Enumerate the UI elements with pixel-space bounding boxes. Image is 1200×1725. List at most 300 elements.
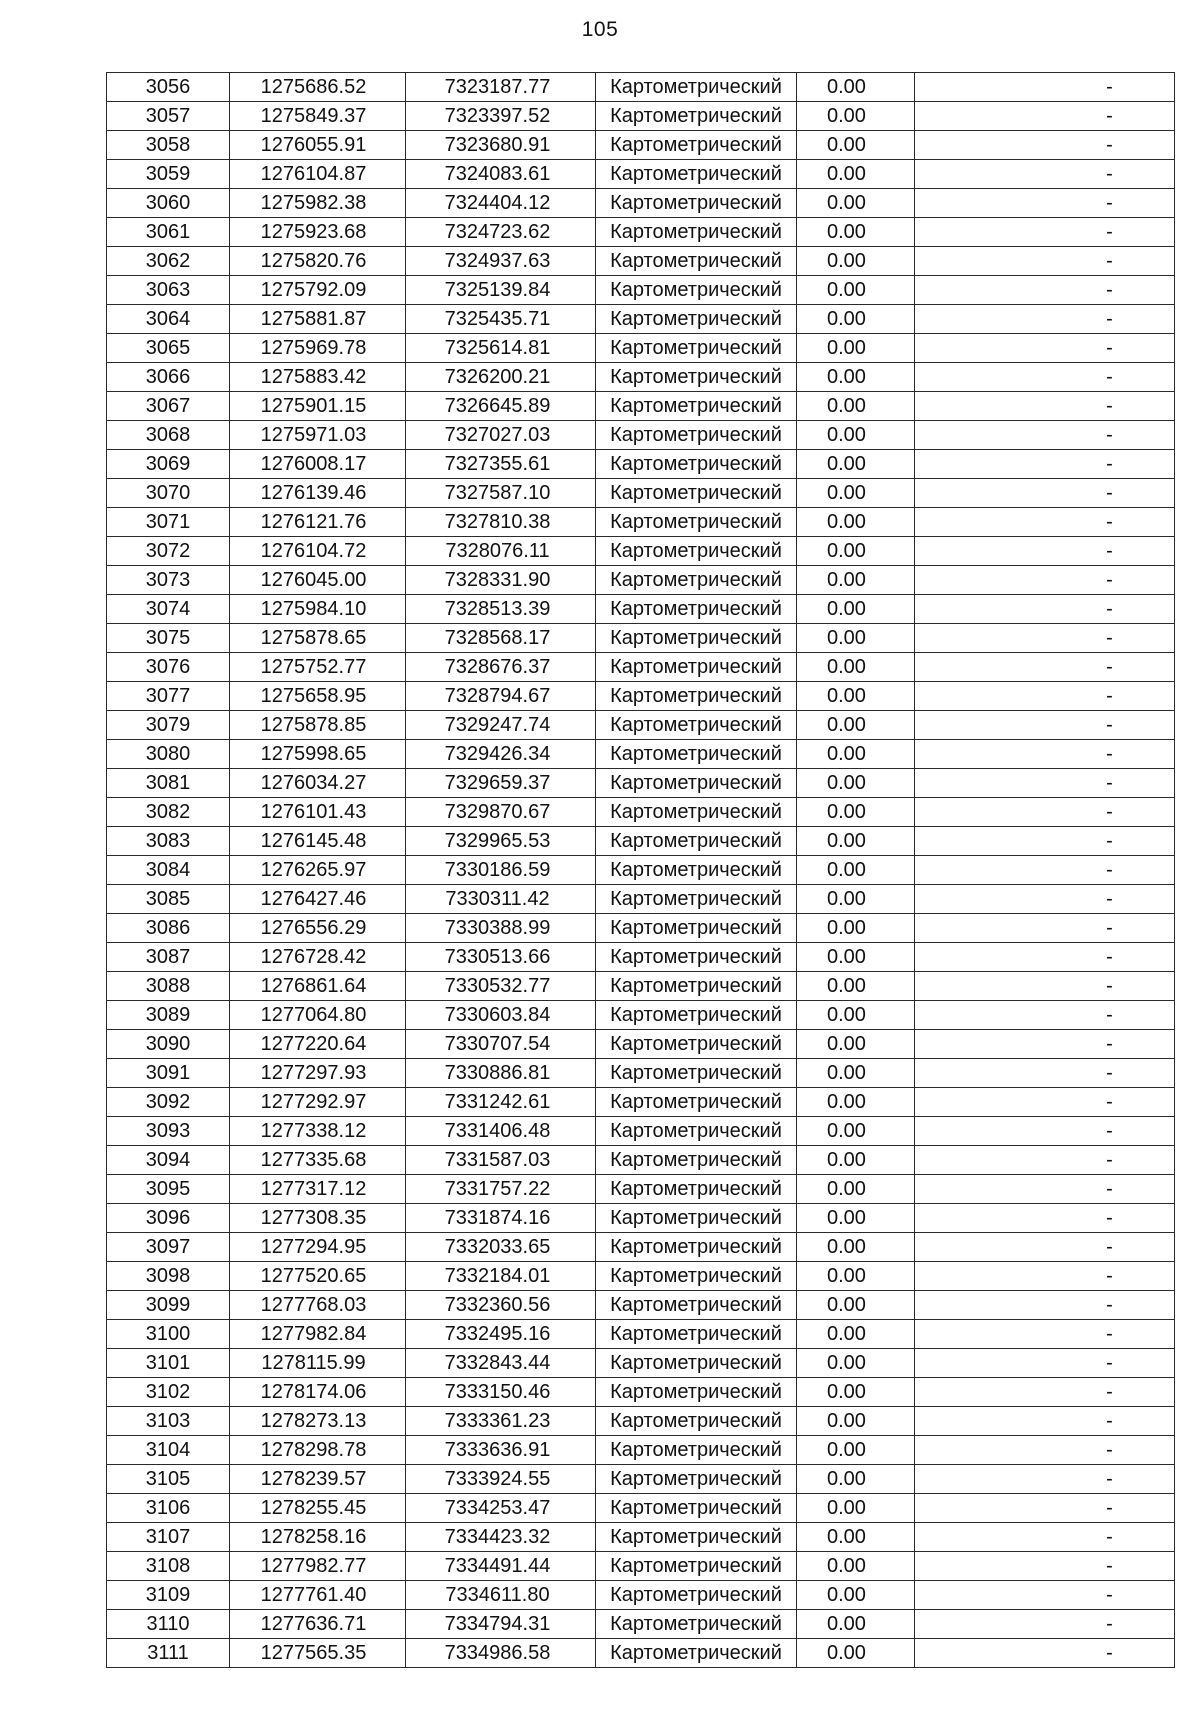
error-cell: 0.00 [797, 624, 915, 653]
y-coordinate-cell: 7332033.65 [406, 1233, 596, 1262]
error-cell: 0.00 [797, 305, 915, 334]
y-coordinate-cell: 7330311.42 [406, 885, 596, 914]
y-coordinate-cell: 7330886.81 [406, 1059, 596, 1088]
y-coordinate-cell: 7332360.56 [406, 1291, 596, 1320]
y-coordinate-cell: 7328676.37 [406, 653, 596, 682]
description-cell: - [915, 682, 1175, 711]
x-coordinate-cell: 1277297.93 [230, 1059, 406, 1088]
method-cell: Картометрический [596, 1175, 797, 1204]
table-row [107, 566, 1175, 595]
point-number-cell: 3085 [107, 885, 230, 914]
table-row [107, 73, 1175, 102]
description-cell: - [915, 1552, 1175, 1581]
error-cell: 0.00 [797, 1059, 915, 1088]
x-coordinate-cell: 1276861.64 [230, 972, 406, 1001]
y-coordinate-cell: 7323680.91 [406, 131, 596, 160]
point-number-cell: 3101 [107, 1349, 230, 1378]
y-coordinate-cell: 7328568.17 [406, 624, 596, 653]
description-cell: - [915, 1030, 1175, 1059]
x-coordinate-cell: 1277761.40 [230, 1581, 406, 1610]
description-cell: - [915, 1117, 1175, 1146]
y-coordinate-cell: 7331874.16 [406, 1204, 596, 1233]
y-coordinate-cell: 7334491.44 [406, 1552, 596, 1581]
error-cell: 0.00 [797, 450, 915, 479]
description-cell: - [915, 914, 1175, 943]
description-cell: - [915, 450, 1175, 479]
method-cell: Картометрический [596, 1581, 797, 1610]
table-row [107, 972, 1175, 1001]
point-number-cell: 3107 [107, 1523, 230, 1552]
table-row [107, 1204, 1175, 1233]
table-row [107, 1436, 1175, 1465]
table-row [107, 740, 1175, 769]
table-row [107, 1175, 1175, 1204]
x-coordinate-cell: 1278239.57 [230, 1465, 406, 1494]
y-coordinate-cell: 7329426.34 [406, 740, 596, 769]
description-cell: - [915, 1320, 1175, 1349]
y-coordinate-cell: 7325139.84 [406, 276, 596, 305]
error-cell: 0.00 [797, 914, 915, 943]
x-coordinate-cell: 1278258.16 [230, 1523, 406, 1552]
x-coordinate-cell: 1276045.00 [230, 566, 406, 595]
point-number-cell: 3105 [107, 1465, 230, 1494]
coordinates-table [106, 72, 1175, 1668]
error-cell: 0.00 [797, 1146, 915, 1175]
error-cell: 0.00 [797, 1378, 915, 1407]
error-cell: 0.00 [797, 73, 915, 102]
y-coordinate-cell: 7334253.47 [406, 1494, 596, 1523]
point-number-cell: 3088 [107, 972, 230, 1001]
description-cell: - [915, 856, 1175, 885]
error-cell: 0.00 [797, 827, 915, 856]
y-coordinate-cell: 7324083.61 [406, 160, 596, 189]
point-number-cell: 3080 [107, 740, 230, 769]
y-coordinate-cell: 7329247.74 [406, 711, 596, 740]
x-coordinate-cell: 1277335.68 [230, 1146, 406, 1175]
point-number-cell: 3110 [107, 1610, 230, 1639]
table-row [107, 479, 1175, 508]
table-row [107, 1320, 1175, 1349]
description-cell: - [915, 334, 1175, 363]
method-cell: Картометрический [596, 1204, 797, 1233]
table-row [107, 1494, 1175, 1523]
description-cell: - [915, 653, 1175, 682]
error-cell: 0.00 [797, 1581, 915, 1610]
point-number-cell: 3067 [107, 392, 230, 421]
description-cell: - [915, 1494, 1175, 1523]
error-cell: 0.00 [797, 682, 915, 711]
y-coordinate-cell: 7330707.54 [406, 1030, 596, 1059]
x-coordinate-cell: 1276008.17 [230, 450, 406, 479]
error-cell: 0.00 [797, 740, 915, 769]
method-cell: Картометрический [596, 1523, 797, 1552]
error-cell: 0.00 [797, 1088, 915, 1117]
table-row [107, 1378, 1175, 1407]
table-row [107, 1030, 1175, 1059]
point-number-cell: 3074 [107, 595, 230, 624]
error-cell: 0.00 [797, 1117, 915, 1146]
y-coordinate-cell: 7333361.23 [406, 1407, 596, 1436]
method-cell: Картометрический [596, 1378, 797, 1407]
point-number-cell: 3073 [107, 566, 230, 595]
error-cell: 0.00 [797, 972, 915, 1001]
table-row [107, 827, 1175, 856]
x-coordinate-cell: 1277064.80 [230, 1001, 406, 1030]
error-cell: 0.00 [797, 1320, 915, 1349]
method-cell: Картометрический [596, 1349, 797, 1378]
x-coordinate-cell: 1278255.45 [230, 1494, 406, 1523]
table-row [107, 1233, 1175, 1262]
y-coordinate-cell: 7328331.90 [406, 566, 596, 595]
method-cell: Картометрический [596, 972, 797, 1001]
method-cell: Картометрический [596, 1117, 797, 1146]
point-number-cell: 3071 [107, 508, 230, 537]
table-row [107, 1291, 1175, 1320]
y-coordinate-cell: 7328513.39 [406, 595, 596, 624]
x-coordinate-cell: 1278115.99 [230, 1349, 406, 1378]
description-cell: - [915, 421, 1175, 450]
table-row [107, 1465, 1175, 1494]
x-coordinate-cell: 1277292.97 [230, 1088, 406, 1117]
table-row [107, 247, 1175, 276]
method-cell: Картометрический [596, 1030, 797, 1059]
description-cell: - [915, 1001, 1175, 1030]
point-number-cell: 3086 [107, 914, 230, 943]
table-row [107, 1001, 1175, 1030]
coordinates-table-container [106, 72, 1174, 1668]
y-coordinate-cell: 7332184.01 [406, 1262, 596, 1291]
y-coordinate-cell: 7330186.59 [406, 856, 596, 885]
x-coordinate-cell: 1275998.65 [230, 740, 406, 769]
y-coordinate-cell: 7323187.77 [406, 73, 596, 102]
method-cell: Картометрический [596, 1001, 797, 1030]
y-coordinate-cell: 7330388.99 [406, 914, 596, 943]
error-cell: 0.00 [797, 769, 915, 798]
table-row [107, 334, 1175, 363]
point-number-cell: 3108 [107, 1552, 230, 1581]
method-cell: Картометрический [596, 1262, 797, 1291]
error-cell: 0.00 [797, 1494, 915, 1523]
point-number-cell: 3096 [107, 1204, 230, 1233]
method-cell: Картометрический [596, 421, 797, 450]
method-cell: Картометрический [596, 595, 797, 624]
table-row [107, 914, 1175, 943]
point-number-cell: 3106 [107, 1494, 230, 1523]
point-number-cell: 3087 [107, 943, 230, 972]
x-coordinate-cell: 1276556.29 [230, 914, 406, 943]
table-row [107, 131, 1175, 160]
y-coordinate-cell: 7325614.81 [406, 334, 596, 363]
point-number-cell: 3104 [107, 1436, 230, 1465]
description-cell: - [915, 798, 1175, 827]
point-number-cell: 3075 [107, 624, 230, 653]
x-coordinate-cell: 1276145.48 [230, 827, 406, 856]
description-cell: - [915, 508, 1175, 537]
x-coordinate-cell: 1275658.95 [230, 682, 406, 711]
x-coordinate-cell: 1275881.87 [230, 305, 406, 334]
y-coordinate-cell: 7330532.77 [406, 972, 596, 1001]
method-cell: Картометрический [596, 740, 797, 769]
table-row [107, 189, 1175, 218]
table-row [107, 1059, 1175, 1088]
error-cell: 0.00 [797, 595, 915, 624]
y-coordinate-cell: 7333150.46 [406, 1378, 596, 1407]
point-number-cell: 3109 [107, 1581, 230, 1610]
point-number-cell: 3097 [107, 1233, 230, 1262]
point-number-cell: 3059 [107, 160, 230, 189]
y-coordinate-cell: 7332843.44 [406, 1349, 596, 1378]
description-cell: - [915, 1088, 1175, 1117]
method-cell: Картометрический [596, 827, 797, 856]
method-cell: Картометрический [596, 363, 797, 392]
error-cell: 0.00 [797, 1262, 915, 1291]
table-row [107, 421, 1175, 450]
x-coordinate-cell: 1276104.72 [230, 537, 406, 566]
description-cell: - [915, 102, 1175, 131]
point-number-cell: 3111 [107, 1639, 230, 1668]
error-cell: 0.00 [797, 1204, 915, 1233]
table-row [107, 363, 1175, 392]
point-number-cell: 3092 [107, 1088, 230, 1117]
description-cell: - [915, 885, 1175, 914]
method-cell: Картометрический [596, 566, 797, 595]
description-cell: - [915, 479, 1175, 508]
table-row [107, 537, 1175, 566]
x-coordinate-cell: 1275971.03 [230, 421, 406, 450]
description-cell: - [915, 769, 1175, 798]
description-cell: - [915, 537, 1175, 566]
description-cell: - [915, 1262, 1175, 1291]
y-coordinate-cell: 7331406.48 [406, 1117, 596, 1146]
y-coordinate-cell: 7329965.53 [406, 827, 596, 856]
point-number-cell: 3066 [107, 363, 230, 392]
point-number-cell: 3063 [107, 276, 230, 305]
description-cell: - [915, 711, 1175, 740]
method-cell: Картометрический [596, 1320, 797, 1349]
y-coordinate-cell: 7331587.03 [406, 1146, 596, 1175]
y-coordinate-cell: 7328076.11 [406, 537, 596, 566]
table-row [107, 1523, 1175, 1552]
y-coordinate-cell: 7327810.38 [406, 508, 596, 537]
table-row [107, 1117, 1175, 1146]
point-number-cell: 3093 [107, 1117, 230, 1146]
description-cell: - [915, 1233, 1175, 1262]
description-cell: - [915, 1523, 1175, 1552]
method-cell: Картометрический [596, 653, 797, 682]
point-number-cell: 3083 [107, 827, 230, 856]
x-coordinate-cell: 1276034.27 [230, 769, 406, 798]
method-cell: Картометрический [596, 305, 797, 334]
table-row [107, 1349, 1175, 1378]
point-number-cell: 3094 [107, 1146, 230, 1175]
description-cell: - [915, 189, 1175, 218]
method-cell: Картометрический [596, 160, 797, 189]
error-cell: 0.00 [797, 508, 915, 537]
table-row [107, 508, 1175, 537]
description-cell: - [915, 943, 1175, 972]
point-number-cell: 3062 [107, 247, 230, 276]
method-cell: Картометрический [596, 1291, 797, 1320]
point-number-cell: 3069 [107, 450, 230, 479]
error-cell: 0.00 [797, 653, 915, 682]
y-coordinate-cell: 7331242.61 [406, 1088, 596, 1117]
method-cell: Картометрический [596, 508, 797, 537]
y-coordinate-cell: 7323397.52 [406, 102, 596, 131]
error-cell: 0.00 [797, 856, 915, 885]
table-row [107, 711, 1175, 740]
description-cell: - [915, 247, 1175, 276]
description-cell: - [915, 595, 1175, 624]
y-coordinate-cell: 7324937.63 [406, 247, 596, 276]
y-coordinate-cell: 7329659.37 [406, 769, 596, 798]
point-number-cell: 3082 [107, 798, 230, 827]
description-cell: - [915, 827, 1175, 856]
description-cell: - [915, 1175, 1175, 1204]
point-number-cell: 3081 [107, 769, 230, 798]
description-cell: - [915, 1465, 1175, 1494]
point-number-cell: 3076 [107, 653, 230, 682]
method-cell: Картометрический [596, 1552, 797, 1581]
error-cell: 0.00 [797, 798, 915, 827]
method-cell: Картометрический [596, 711, 797, 740]
y-coordinate-cell: 7329870.67 [406, 798, 596, 827]
method-cell: Картометрический [596, 943, 797, 972]
method-cell: Картометрический [596, 1465, 797, 1494]
table-row [107, 218, 1175, 247]
error-cell: 0.00 [797, 537, 915, 566]
x-coordinate-cell: 1277308.35 [230, 1204, 406, 1233]
y-coordinate-cell: 7326645.89 [406, 392, 596, 421]
x-coordinate-cell: 1275923.68 [230, 218, 406, 247]
x-coordinate-cell: 1277294.95 [230, 1233, 406, 1262]
x-coordinate-cell: 1275982.38 [230, 189, 406, 218]
table-row [107, 392, 1175, 421]
method-cell: Картометрический [596, 1407, 797, 1436]
x-coordinate-cell: 1277520.65 [230, 1262, 406, 1291]
table-row [107, 653, 1175, 682]
description-cell: - [915, 972, 1175, 1001]
description-cell: - [915, 73, 1175, 102]
point-number-cell: 3102 [107, 1378, 230, 1407]
x-coordinate-cell: 1276121.76 [230, 508, 406, 537]
description-cell: - [915, 363, 1175, 392]
table-row [107, 595, 1175, 624]
page-number: 105 [581, 18, 619, 41]
description-cell: - [915, 1639, 1175, 1668]
y-coordinate-cell: 7330513.66 [406, 943, 596, 972]
description-cell: - [915, 1581, 1175, 1610]
table-row [107, 1552, 1175, 1581]
x-coordinate-cell: 1277768.03 [230, 1291, 406, 1320]
description-cell: - [915, 276, 1175, 305]
x-coordinate-cell: 1277636.71 [230, 1610, 406, 1639]
x-coordinate-cell: 1275849.37 [230, 102, 406, 131]
description-cell: - [915, 1407, 1175, 1436]
table-row [107, 624, 1175, 653]
error-cell: 0.00 [797, 885, 915, 914]
error-cell: 0.00 [797, 363, 915, 392]
method-cell: Картометрический [596, 189, 797, 218]
error-cell: 0.00 [797, 1407, 915, 1436]
table-row [107, 1407, 1175, 1436]
x-coordinate-cell: 1275878.65 [230, 624, 406, 653]
x-coordinate-cell: 1277982.77 [230, 1552, 406, 1581]
method-cell: Картометрический [596, 885, 797, 914]
table-row [107, 1146, 1175, 1175]
point-number-cell: 3061 [107, 218, 230, 247]
method-cell: Картометрический [596, 102, 797, 131]
error-cell: 0.00 [797, 334, 915, 363]
description-cell: - [915, 392, 1175, 421]
error-cell: 0.00 [797, 1291, 915, 1320]
error-cell: 0.00 [797, 392, 915, 421]
point-number-cell: 3091 [107, 1059, 230, 1088]
point-number-cell: 3057 [107, 102, 230, 131]
table-row [107, 160, 1175, 189]
method-cell: Картометрический [596, 769, 797, 798]
x-coordinate-cell: 1275883.42 [230, 363, 406, 392]
table-row [107, 305, 1175, 334]
x-coordinate-cell: 1278298.78 [230, 1436, 406, 1465]
method-cell: Картометрический [596, 392, 797, 421]
point-number-cell: 3100 [107, 1320, 230, 1349]
point-number-cell: 3058 [107, 131, 230, 160]
x-coordinate-cell: 1276101.43 [230, 798, 406, 827]
error-cell: 0.00 [797, 1175, 915, 1204]
table-row [107, 1639, 1175, 1668]
description-cell: - [915, 1059, 1175, 1088]
description-cell: - [915, 160, 1175, 189]
x-coordinate-cell: 1276265.97 [230, 856, 406, 885]
method-cell: Картометрический [596, 276, 797, 305]
method-cell: Картометрический [596, 1610, 797, 1639]
method-cell: Картометрический [596, 682, 797, 711]
description-cell: - [915, 131, 1175, 160]
x-coordinate-cell: 1276055.91 [230, 131, 406, 160]
method-cell: Картометрический [596, 247, 797, 276]
error-cell: 0.00 [797, 1349, 915, 1378]
error-cell: 0.00 [797, 1030, 915, 1059]
x-coordinate-cell: 1276104.87 [230, 160, 406, 189]
error-cell: 0.00 [797, 1639, 915, 1668]
error-cell: 0.00 [797, 1523, 915, 1552]
table-row [107, 943, 1175, 972]
table-row [107, 1262, 1175, 1291]
error-cell: 0.00 [797, 1436, 915, 1465]
point-number-cell: 3098 [107, 1262, 230, 1291]
table-body [107, 73, 1175, 1668]
point-number-cell: 3065 [107, 334, 230, 363]
x-coordinate-cell: 1277220.64 [230, 1030, 406, 1059]
table-row [107, 1610, 1175, 1639]
error-cell: 0.00 [797, 131, 915, 160]
method-cell: Картометрический [596, 218, 797, 247]
error-cell: 0.00 [797, 1465, 915, 1494]
method-cell: Картометрический [596, 479, 797, 508]
method-cell: Картометрический [596, 450, 797, 479]
point-number-cell: 3056 [107, 73, 230, 102]
table-row [107, 1088, 1175, 1117]
point-number-cell: 3089 [107, 1001, 230, 1030]
x-coordinate-cell: 1275752.77 [230, 653, 406, 682]
y-coordinate-cell: 7334611.80 [406, 1581, 596, 1610]
y-coordinate-cell: 7331757.22 [406, 1175, 596, 1204]
description-cell: - [915, 1291, 1175, 1320]
x-coordinate-cell: 1277565.35 [230, 1639, 406, 1668]
y-coordinate-cell: 7334794.31 [406, 1610, 596, 1639]
point-number-cell: 3103 [107, 1407, 230, 1436]
table-row [107, 1581, 1175, 1610]
